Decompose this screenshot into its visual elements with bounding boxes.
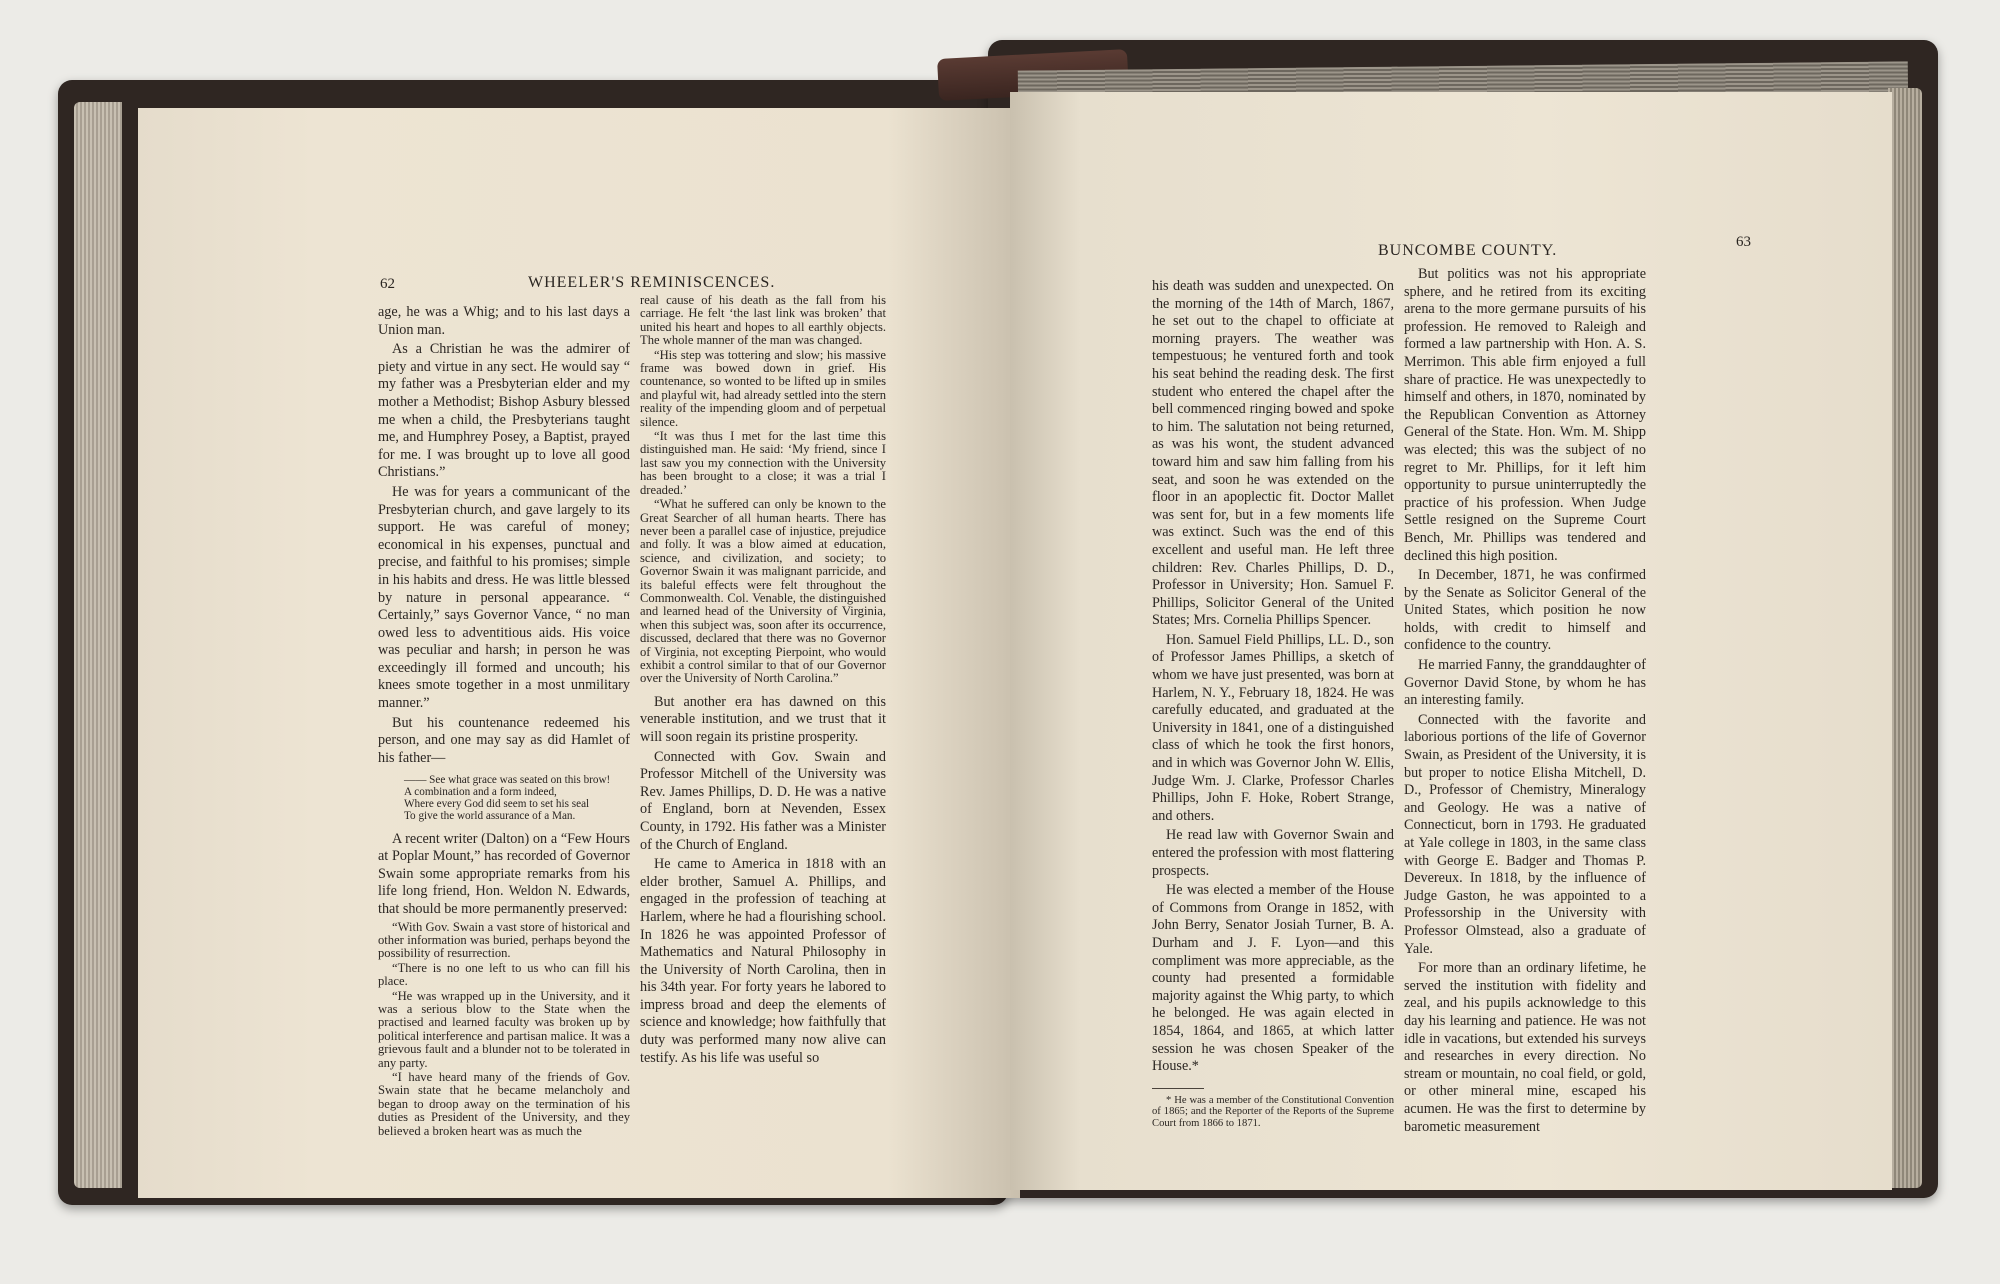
quote-paragraph: real cause of his death as the fall from his carriage. He felt ‘the last link was broken’ that united his heart and hopes to all earthly objects. The whole manner of the man was changed. (640, 293, 886, 348)
verse-quote (404, 775, 630, 822)
paragraph: Connected with the favorite and laborious portions of the life of Governor Swain, as President of the University, it is but proper to notice Elisha Mitchell, D. D., Professor of Chemistry, Mineralogy and Geology. He was a native of Connecticut, born in 1793. He graduated at Yale college in 1803, in the same class with George E. Badger and Thomas P. Devereux. In 1818, by the influence of Judge Gaston, he was appointed to a Professorship in the University with Professor Olmstead, also a graduate of Yale. (1404, 711, 1646, 957)
paragraph: He came to America in 1818 with an elder brother, Samuel A. Phillips, and engaged in the profession of teaching at Harlem, where he had a flourishing school. In 1826 he was appointed Professor of Mathematics and Natural Philosophy in the University of North Carolina, then in his 34th year. For forty years he labored to impress broad and deep the elements of science and knowledge; how faithfully that duty was performed many now alive can testify. As his life was useful so (640, 856, 886, 1066)
paragraph: He was for years a communicant of the Presbyterian church, and gave largely to its support. He was careful of money; economical in his expenses, punctual and precise, and faithful to his promises; simple in his habits and dress. He was little blessed by nature in personal appearance. “ Certainly,” says Governor Vance, “ no man owed less to adventitious aids. His voice was peculiar and harsh; in person he was exceedingly ill formed and uncouth; his knees smote together in a most unmilitary manner.” (378, 483, 630, 712)
paragraph: his death was sudden and unexpected. On the morning of the 14th of March, 1867, he set out to the chapel to officiate at morning prayers. The weather was tempestuous; he ventured forth and took his seat behind the reading desk. The first student who entered the chapel after the bell commenced ringing bowed and spoke to him. The salutation not being returned, as was his wont, the student advanced toward him and saw him falling from his seat, and soon he was extended on the floor in an apoplectic fit. Doctor Mallet was sent for, but in a few moments life was extinct. Such was the end of this excellent and useful man. He left three children: Rev. Charles Phillips, D. D., Professor in University; Hon. Samuel F. Phillips, Solicitor General of the United States; Mrs. Cornelia Phillips Spencer. (1152, 278, 1394, 629)
paragraph: He married Fanny, the granddaughter of Governor David Stone, by whom he has an interesting family. (1404, 657, 1646, 709)
footnote-rule (1152, 1088, 1204, 1089)
paragraph: A recent writer (Dalton) on a “Few Hours at Poplar Mount,” has recorded of Governor Swain some appropriate remarks from his life long friend, Hon. Weldon N. Edwards, that should be more permanently preserved: (378, 830, 630, 917)
verse-line: A combination and a form indeed, (404, 786, 557, 799)
right-column-2 (1404, 266, 1646, 1138)
verse-line: Where every God did seem to set his seal (404, 798, 590, 811)
footnote: * He was a member of the Constitutional Convention of 1865; and the Reporter of the Reports of the Supreme Court from 1866 to 1871. (1152, 1094, 1394, 1129)
quote-paragraph: “With Gov. Swain a vast store of historical and other information was buried, perhaps beyond the possibility of resurrection. (378, 919, 630, 961)
verse-line: To give the world assurance of a Man. (404, 809, 576, 822)
running-head: WHEELER'S REMINISCENCES. (528, 274, 776, 291)
quote-paragraph: “I have heard many of the friends of Gov. Swain state that he became melancholy and began to droop away on the termination of his duties as President of the University, and they believed a broken heart was as much the (378, 1070, 630, 1138)
paragraph: As a Christian he was the admirer of piety and virtue in any sect. He would say “ my father was a Presbyterian elder and my mother a Methodist; Bishop Asbury blessed me when a child, the Presbyterians taught me, and Humphrey Posey, a Baptist, prayed for me. I was brought up to love all good Christians.” (378, 341, 630, 481)
quote-paragraph: “What he suffered can only be known to the Great Searcher of all human hearts. There has never been a parallel case of injustice, prejudice and folly. It was a blow aimed at education, science, and civilization, and society; to Governor Swain it was malignant parricide, and its baleful effects were felt throughout the Commonwealth. Col. Venable, the distinguished and learned head of the University of Virginia, when this subject was, soon after its occurrence, discussed, declared that there was no Governor of Virginia, not excepting Pierpoint, who would exhibit a control similar to that of our Governor over the University of North Carolina.” (640, 497, 886, 686)
paragraph: Hon. Samuel Field Phillips, LL. D., son of Professor James Phillips, a sketch of whom we have just presented, was born at Harlem, N. Y., February 18, 1824. He was carefully educated, and graduated at the University in 1841, one of a distinguished class of which he took the first honors, and in which was Governor John W. Ellis, Judge Wm. J. Clarke, Professor Charles Phillips, John F. Hoke, Robert Strange, and others. (1152, 631, 1394, 824)
quote-paragraph: “He was wrapped up in the University, and it was a serious blow to the State when the practised and learned faculty was broken up by political interference and partisan malice. It was a grievous fault and a blunder not to be tolerated in any party. (378, 988, 630, 1070)
paragraph: In December, 1871, he was confirmed by the Senate as Solicitor General of the United States, which position he now holds, with credit to himself and confidence to the country. (1404, 567, 1646, 654)
running-head: BUNCOMBE COUNTY. (1378, 242, 1558, 259)
left-column-2 (640, 294, 886, 1069)
paragraph: For more than an ordinary lifetime, he served the institution with fidelity and zeal, and his pupils acknowledge to this day his learning and patience. He was not idle in vacations, but extended his surveys and researches in every direction. No stream or mountain, no coal field, or gold, or other mineral mine, escaped his acumen. He was the first to determine by barometic measurement (1404, 960, 1646, 1135)
right-page (1010, 92, 1892, 1190)
page-number: 63 (1736, 234, 1751, 250)
right-page-edges (1888, 88, 1922, 1188)
paragraph: But his countenance redeemed his person, and one may say as did Hamlet of his father— (378, 714, 630, 766)
open-book (58, 40, 1938, 1208)
left-column-1 (378, 304, 630, 1139)
page-number: 62 (380, 276, 395, 292)
quote-paragraph: “His step was tottering and slow; his massive frame was bowed down in grief. His countenance, so wonted to be lifted up in smiles and playful wit, had already settled into the stern reality of the impending gloom and of perpetual silence. (640, 347, 886, 429)
paragraph: Connected with Gov. Swain and Professor Mitchell of the University was Rev. James Phillips, D. D. He was a native of England, born at Nevenden, Essex County, in 1792. His father was a Minister of the Church of England. (640, 748, 886, 853)
left-page-edges (74, 102, 122, 1188)
quote-paragraph: “It was thus I met for the last time this distinguished man. He said: ‘My friend, since I last saw you my connection with the University has been brought to a close; it was a trial I dreaded.’ (640, 429, 886, 497)
paragraph: age, he was a Whig; and to his last days a Union man. (378, 304, 630, 338)
paragraph: But another era has dawned on this venerable institution, and we trust that it will soon regain its pristine prosperity. (640, 693, 886, 745)
paragraph: But politics was not his appropriate sphere, and he retired from its exciting arena to the more germane pursuits of his profession. He removed to Raleigh and formed a law partnership with Hon. A. S. Merrimon. This able firm enjoyed a full share of practice. He was unexpectedly to himself and others, in 1870, nominated by the Republican Convention as Attorney General of the State. Hon. Wm. M. Shipp was elected; this was the subject of no regret to Mr. Phillips, for it left him opportunity to pursue uninterruptedly the practice of his profession. When Judge Settle resigned on the Supreme Court Bench, Mr. Phillips was tendered and declined this high position. (1404, 266, 1646, 564)
verse-line: —— See what grace was seated on this brow! (404, 774, 611, 787)
quote-paragraph: “There is no one left to us who can fill his place. (378, 960, 630, 989)
paragraph: He read law with Governor Swain and entered the profession with most flattering prospects. (1152, 827, 1394, 879)
left-page (138, 108, 1020, 1198)
right-column-1 (1152, 278, 1394, 1131)
paragraph: He was elected a member of the House of Commons from Orange in 1852, with John Berry, Senator Josiah Turner, B. A. Durham and J. F. Lyon—and this compliment was more appreciable, as the county had presented a formidable majority against the Whig party, to which he belonged. He was again elected in 1854, 1864, and 1865, at which latter session he was chosen Speaker of the House.* (1152, 882, 1394, 1075)
